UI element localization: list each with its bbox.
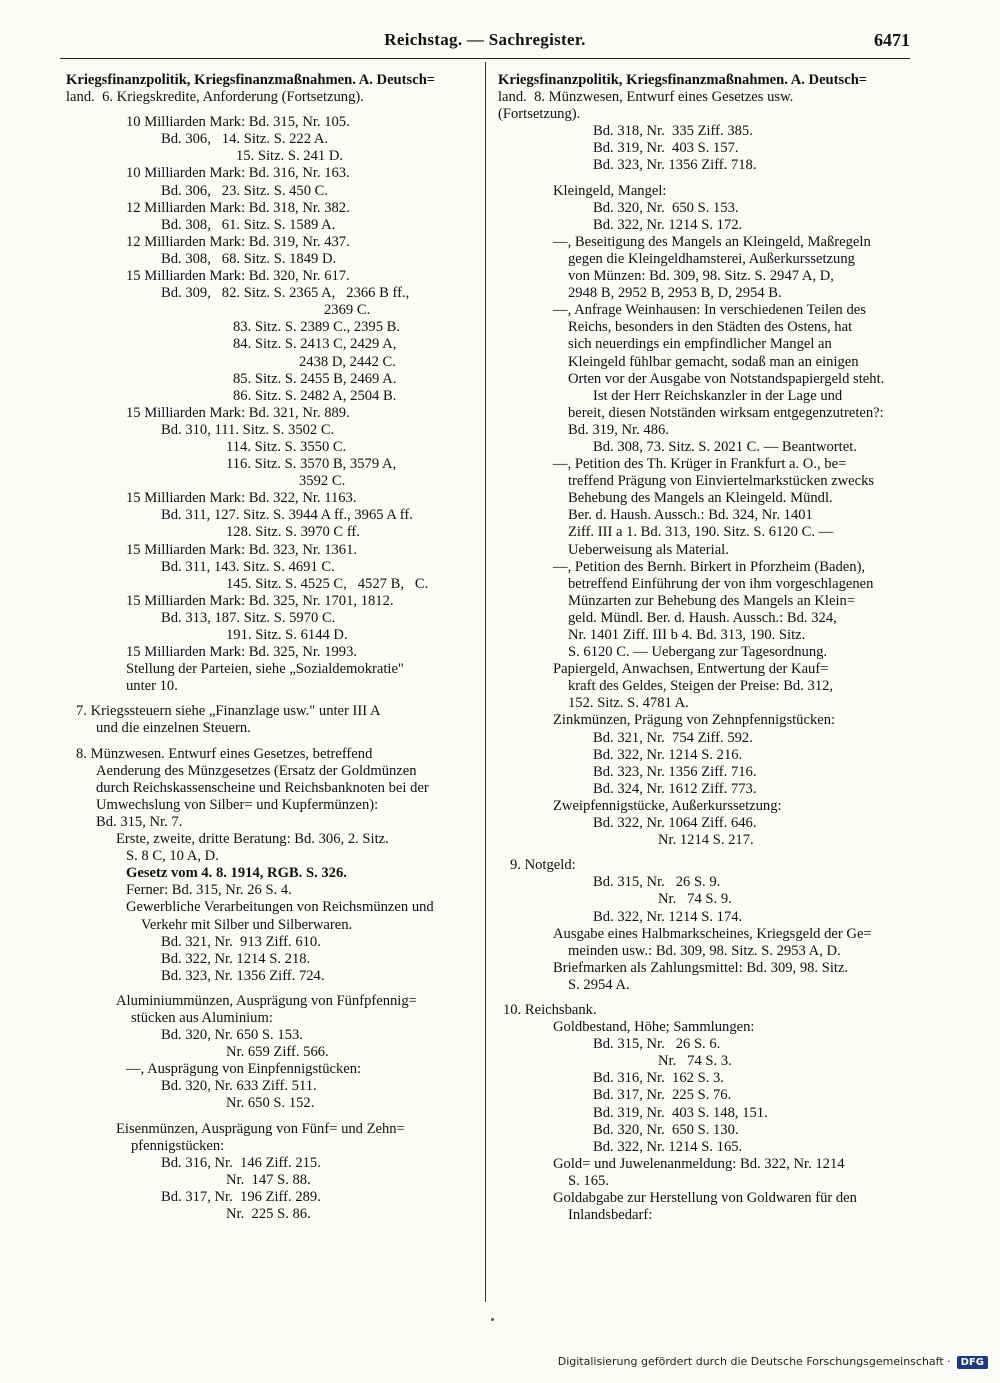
index-line: Ist der Herr Reichskanzler in der Lage und (593, 387, 843, 404)
index-line: Papiergeld, Anwachsen, Entwertung der Kauf= (553, 661, 829, 678)
index-line: Bd. 313, 187. Sitz. S. 5970 C. (161, 609, 336, 626)
dfg-logo: DFG (957, 1356, 988, 1369)
index-line: 2948 B, 2952 B, 2953 B, D, 2954 B. (568, 285, 782, 302)
index-line: pfennigstücken: (131, 1137, 225, 1154)
index-line: Ferner: Bd. 315, Nr. 26 S. 4. (126, 882, 292, 899)
index-line: unter 10. (126, 678, 178, 695)
index-line: 12 Milliarden Mark: Bd. 318, Nr. 382. (126, 199, 350, 216)
index-line: Bd. 306, 23. Sitz. S. 450 C. (161, 182, 329, 199)
index-line: 3592 C. (299, 473, 346, 490)
index-line: Bd. 319, Nr. 403 S. 148, 151. (593, 1104, 768, 1121)
index-line: Bd. 311, 143. Sitz. S. 4691 C. (161, 558, 335, 575)
index-line: Bd. 308, 73. Sitz. S. 2021 C. — Beantwortet. (593, 438, 857, 455)
index-line: Umwechslung von Silber= und Kupfermünzen): (96, 796, 379, 813)
index-line: und die einzelnen Steuern. (96, 720, 251, 737)
index-line: Behebung des Mangels an Kleingeld. Mündl. (568, 490, 833, 507)
index-line: Nr. 650 S. 152. (226, 1095, 315, 1112)
index-line: 145. Sitz. S. 4525 C, 4527 B, C. (226, 575, 429, 592)
index-line: Bd. 322, Nr. 1214 S. 165. (593, 1138, 743, 1155)
index-line: Bd. 316, Nr. 162 S. 3. (593, 1070, 724, 1087)
index-line: 15 Milliarden Mark: Bd. 320, Nr. 617. (126, 268, 350, 285)
index-line: Nr. 74 S. 3. (658, 1053, 732, 1070)
index-line: land. 8. Münzwesen, Entwurf eines Gesetzes usw. (498, 89, 794, 106)
index-line: 15 Milliarden Mark: Bd. 325, Nr. 1701, 1812. (126, 592, 394, 609)
header-rule (60, 58, 910, 59)
index-line: Bd. 321, Nr. 913 Ziff. 610. (161, 933, 321, 950)
page-number: 6471 (874, 30, 910, 50)
spacer (498, 175, 910, 183)
index-line: Nr. 225 S. 86. (226, 1206, 311, 1222)
index-line: (Fortsetzung). (498, 106, 581, 123)
index-line: —, Petition des Bernh. Birkert in Pforzheim (Baden), (553, 558, 866, 575)
index-line: 8. Münzwesen. Entwurf eines Gesetzes, betreffend (76, 745, 373, 762)
index-line: Gesetz vom 4. 8. 1914, RGB. S. 326. (126, 865, 347, 882)
index-line: Reichs, besonders in den Städten des Ostens, hat (568, 319, 853, 336)
index-line: Ber. d. Haush. Aussch.: Bd. 324, Nr. 1401 (568, 507, 813, 524)
index-line: —, Beseitigung des Mangels an Kleingeld, Maßregeln (553, 233, 871, 250)
index-line: 10. Reichsbank. (503, 1001, 597, 1018)
index-line: 15 Milliarden Mark: Bd. 322, Nr. 1163. (126, 490, 357, 507)
index-line: —, Petition des Th. Krüger in Frankfurt a. O., be= (553, 456, 847, 473)
index-line: Bd. 320, Nr. 650 S. 130. (593, 1121, 739, 1138)
index-line: Bd. 308, 68. Sitz. S. 1849 D. (161, 250, 337, 267)
index-line: 9. Notgeld: (510, 857, 576, 874)
index-line: Briefmarken als Zahlungsmittel: Bd. 309, 98. Sitz. (553, 959, 849, 976)
index-line: gegen die Kleingeldhamsterei, Außerkurssetzung (568, 250, 855, 267)
index-line: Nr. 74 S. 9. (658, 891, 732, 908)
page-header (60, 30, 910, 54)
index-line: Bd. 323, Nr. 1356 Ziff. 718. (593, 157, 757, 174)
index-line: Verkehr mit Silber und Silberwaren. (141, 916, 353, 933)
index-line: 191. Sitz. S. 6144 D. (226, 627, 348, 643)
index-line: 15 Milliarden Mark: Bd. 325, Nr. 1993. (126, 644, 358, 661)
right-column (498, 72, 910, 1224)
print-dot (491, 1318, 494, 1321)
index-line: Bd. 323, Nr. 1356 Ziff. 724. (161, 967, 325, 984)
index-line: Bd. 306, 14. Sitz. S. 222 A. (161, 131, 329, 148)
index-line: Ueberweisung als Material. (568, 541, 729, 558)
spacer (498, 994, 910, 1002)
index-line: Kleingeld fühlbar gemacht, sodaß man an einigen (568, 353, 859, 370)
index-line: Nr. 659 Ziff. 566. (226, 1044, 329, 1061)
footer-credit (0, 1355, 988, 1369)
index-line: Bd. 316, Nr. 146 Ziff. 215. (161, 1154, 321, 1171)
index-line: treffend Prägung von Einviertelmarkstücken zwecks (568, 473, 875, 490)
index-line: —, Anfrage Weinhausen: In verschiedenen Teilen des (553, 302, 866, 319)
index-line: Stellung der Parteien, siehe „Sozialdemokratie" (126, 661, 404, 678)
index-line: Nr. 1401 Ziff. III b 4. Bd. 313, 190. Sitz. (568, 627, 806, 643)
index-line: Bd. 315, Nr. 26 S. 9. (593, 874, 721, 891)
index-line: Bd. 322, Nr. 1214 S. 218. (161, 950, 311, 967)
index-line: 128. Sitz. S. 3970 C ff. (226, 524, 360, 541)
index-line: Gold= und Juwelenanmeldung: Bd. 322, Nr. 1214 (553, 1155, 845, 1172)
index-line: 83. Sitz. S. 2389 C., 2395 B. (233, 319, 401, 336)
index-line: S. 8 C, 10 A, D. (126, 848, 219, 865)
index-line: land. 6. Kriegskredite, Anforderung (Fortsetzung). (66, 89, 364, 106)
index-line: 86. Sitz. S. 2482 A, 2504 B. (233, 387, 397, 404)
index-line: 152. Sitz. S. 4781 A. (568, 695, 689, 712)
index-line: bereit, diesen Notständen wirksam entgegenzutreten?: (568, 404, 884, 421)
index-line: 116. Sitz. S. 3570 B, 3579 A, (226, 456, 397, 473)
index-line: Aenderung des Münzgesetzes (Ersatz der Goldmünzen (96, 762, 417, 779)
index-line: 2438 D, 2442 C. (299, 353, 396, 370)
spacer (66, 985, 474, 993)
index-line: Aluminiummünzen, Ausprägung von Fünfpfennig= (116, 992, 417, 1009)
index-line: Bd. 322, Nr. 1064 Ziff. 646. (593, 815, 757, 832)
index-line: S. 6120 C. — Uebergang zur Tagesordnung. (568, 644, 828, 661)
index-line: Kriegsfinanzpolitik, Kriegsfinanzmaßnahmen. A. Deutsch= (66, 72, 436, 88)
index-line: durch Reichskassenscheine und Reichsbanknoten bei der (96, 779, 429, 796)
index-line: Bd. 310, 111. Sitz. S. 3502 C. (161, 421, 335, 438)
index-line: Bd. 322, Nr. 1214 S. 174. (593, 908, 743, 925)
spacer (498, 849, 910, 857)
index-line: Bd. 322, Nr. 1214 S. 172. (593, 216, 743, 233)
index-line: Münzarten zur Behebung des Mangels an Klein= (568, 592, 856, 609)
index-line: von Münzen: Bd. 309, 98. Sitz. S. 2947 A, D, (568, 268, 834, 285)
left-column (66, 72, 474, 1223)
index-line: Bd. 322, Nr. 1214 S. 216. (593, 746, 743, 763)
index-line: geld. Mündl. Ber. d. Haush. Aussch.: Bd. 324, (568, 609, 837, 626)
index-line: Bd. 319, Nr. 486. (568, 421, 669, 438)
index-line: Bd. 317, Nr. 225 S. 76. (593, 1087, 732, 1104)
index-line: Bd. 315, Nr. 7. (96, 813, 183, 830)
index-line: 15. Sitz. S. 241 D. (236, 148, 344, 165)
index-line: 15 Milliarden Mark: Bd. 321, Nr. 889. (126, 404, 350, 421)
spacer (66, 738, 474, 746)
index-line: Bd. 311, 127. Sitz. S. 3944 A ff., 3965 A ff. (161, 507, 413, 524)
footer-text: Digitalisierung gefördert durch die Deutsche Forschungsgemeinschaft · (557, 1355, 951, 1368)
index-line: Kleingeld, Mangel: (553, 182, 667, 199)
index-line: Ziff. III a 1. Bd. 313, 190. Sitz. S. 6120 C. — (568, 524, 834, 541)
index-line: 10 Milliarden Mark: Bd. 316, Nr. 163. (126, 165, 350, 182)
index-line: Nr. 147 S. 88. (226, 1171, 311, 1188)
index-line: 10 Milliarden Mark: Bd. 315, Nr. 105. (126, 114, 350, 131)
index-line: Ausgabe eines Halbmarkscheines, Kriegsgeld der Ge= (553, 925, 872, 942)
spacer (66, 695, 474, 703)
index-line: Bd. 320, Nr. 650 S. 153. (593, 199, 739, 216)
index-line: 85. Sitz. S. 2455 B, 2469 A. (233, 370, 397, 387)
index-line: meinden usw.: Bd. 309, 98. Sitz. S. 2953 A, D. (568, 942, 841, 959)
index-line: stücken aus Aluminium: (131, 1009, 273, 1026)
index-line: 15 Milliarden Mark: Bd. 323, Nr. 1361. (126, 541, 358, 558)
index-line: Nr. 1214 S. 217. (658, 832, 754, 849)
index-line: —, Ausprägung von Einpfennigstücken: (126, 1061, 362, 1078)
index-line: Gewerbliche Verarbeitungen von Reichsmünzen und (126, 899, 434, 916)
index-line: Orten vor der Ausgabe von Notstandspapiergeld steht. (568, 370, 885, 387)
index-line: Erste, zweite, dritte Beratung: Bd. 306, 2. Sitz. (116, 831, 389, 848)
index-line: Bd. 320, Nr. 633 Ziff. 511. (161, 1078, 317, 1095)
running-title: Reichstag. — Sachregister. (384, 30, 586, 49)
index-line: 2369 C. (324, 302, 371, 319)
index-line: sich neuerdings ein empfindlicher Mangel an (568, 336, 832, 353)
index-line: Bd. 319, Nr. 403 S. 157. (593, 140, 739, 157)
index-line: Kriegsfinanzpolitik, Kriegsfinanzmaßnahmen. A. Deutsch= (498, 72, 868, 88)
index-line: Goldbestand, Höhe; Sammlungen: (553, 1019, 755, 1036)
index-line: Eisenmünzen, Ausprägung von Fünf= und Zehn= (116, 1120, 405, 1137)
index-line: Bd. 308, 61. Sitz. S. 1589 A. (161, 216, 336, 233)
index-line: Bd. 317, Nr. 196 Ziff. 289. (161, 1188, 321, 1205)
index-line: Bd. 315, Nr. 26 S. 6. (593, 1036, 721, 1053)
index-line: Goldabgabe zur Herstellung von Goldwaren für den (553, 1190, 857, 1206)
index-line: Bd. 321, Nr. 754 Ziff. 592. (593, 729, 753, 746)
index-line: Zweipfennigstücke, Außerkurssetzung: (553, 797, 782, 814)
index-line: Bd. 318, Nr. 335 Ziff. 385. (593, 123, 753, 140)
spacer (66, 1113, 474, 1121)
index-line: Zinkmünzen, Prägung von Zehnpfennigstücken: (553, 712, 836, 729)
index-line: Bd. 309, 82. Sitz. S. 2365 A, 2366 B ff., (161, 285, 410, 302)
spacer (66, 106, 474, 114)
index-line: kraft des Geldes, Steigen der Preise: Bd. 312, (568, 678, 834, 695)
index-line: 114. Sitz. S. 3550 C. (226, 438, 347, 455)
index-line: 84. Sitz. S. 2413 C, 2429 A, (233, 336, 397, 353)
index-line: Inlandsbedarf: (568, 1207, 653, 1224)
index-line: Bd. 324, Nr. 1612 Ziff. 773. (593, 780, 757, 797)
index-line: 7. Kriegssteuern siehe „Finanzlage usw." unter III A (76, 703, 381, 720)
index-line: S. 2954 A. (568, 976, 630, 993)
index-line: 12 Milliarden Mark: Bd. 319, Nr. 437. (126, 233, 350, 250)
index-line: S. 165. (568, 1172, 609, 1189)
index-line: Bd. 320, Nr. 650 S. 153. (161, 1027, 303, 1044)
index-line: betreffend Einführung der von ihm vorgeschlagenen (568, 575, 874, 592)
column-divider (485, 62, 486, 1302)
index-line: Bd. 323, Nr. 1356 Ziff. 716. (593, 763, 757, 780)
